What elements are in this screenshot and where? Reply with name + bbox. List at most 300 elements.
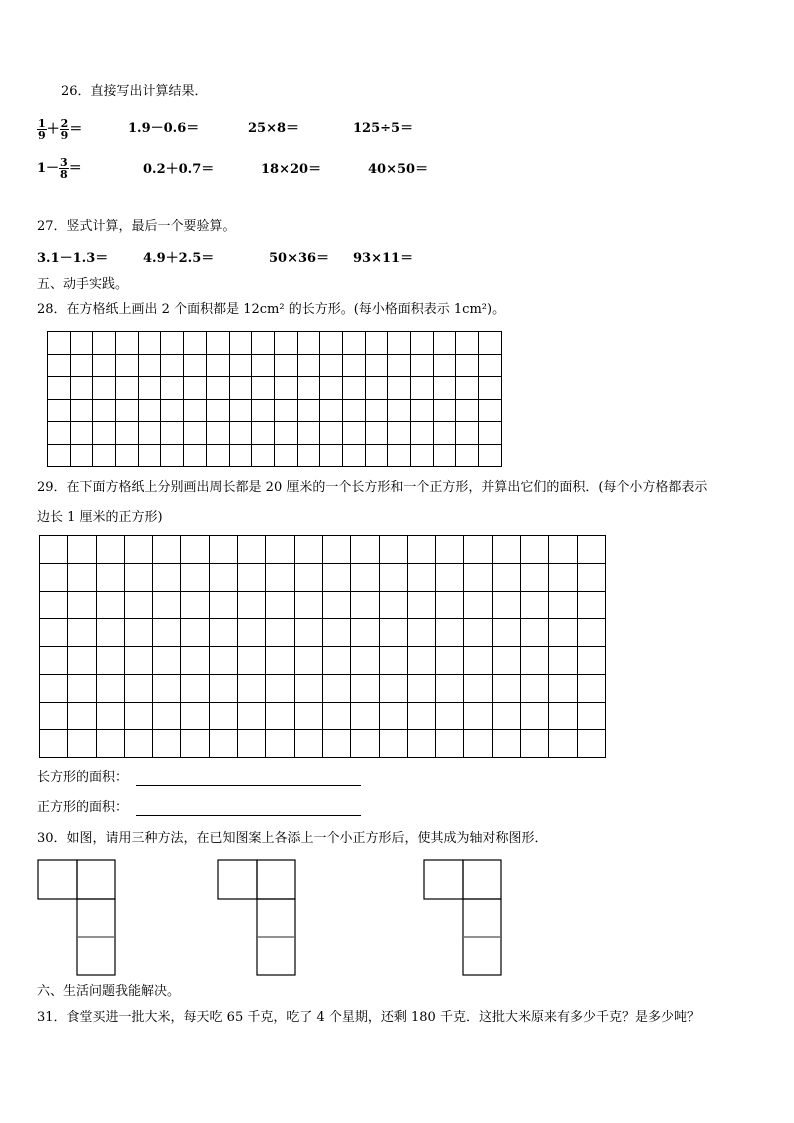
grid-cell[interactable] [153, 702, 181, 730]
grid-cell[interactable] [322, 591, 350, 619]
grid-cell[interactable] [93, 354, 116, 377]
grid-cell[interactable] [320, 332, 343, 355]
grid-cell[interactable] [206, 444, 229, 467]
grid-cell[interactable] [407, 619, 435, 647]
grid-cell[interactable] [209, 674, 237, 702]
grid-cell[interactable] [294, 591, 322, 619]
grid-cell[interactable] [124, 591, 152, 619]
grid-cell[interactable] [379, 536, 407, 564]
grid-cell[interactable] [351, 619, 379, 647]
grid-cell[interactable] [365, 399, 388, 422]
grid-cell[interactable] [206, 422, 229, 445]
square-area-answer-line[interactable] [136, 815, 361, 816]
grid-cell[interactable] [153, 591, 181, 619]
grid-cell[interactable] [70, 422, 93, 445]
grid-cell[interactable] [342, 377, 365, 400]
grid-cell[interactable] [274, 354, 297, 377]
grid-cell[interactable] [138, 444, 161, 467]
fraction [60, 118, 70, 141]
grid-cell[interactable] [342, 399, 365, 422]
grid-cell[interactable] [456, 399, 479, 422]
grid-cell[interactable] [238, 647, 266, 675]
grid-cell[interactable] [161, 332, 184, 355]
grid-cell[interactable] [124, 536, 152, 564]
grid-cell[interactable] [464, 674, 492, 702]
grid-cell[interactable] [48, 422, 71, 445]
grid-cell[interactable] [40, 591, 68, 619]
grid-cell[interactable] [521, 591, 549, 619]
grid-cell[interactable] [161, 422, 184, 445]
grid-cell[interactable] [116, 444, 139, 467]
grid-cell[interactable] [342, 354, 365, 377]
grid-cell[interactable] [322, 647, 350, 675]
grid-cell[interactable] [184, 377, 207, 400]
grid-cell[interactable] [407, 702, 435, 730]
grid-cell[interactable] [116, 399, 139, 422]
calc-item: 0.2＋0.7＝ [143, 162, 215, 177]
grid-cell[interactable] [266, 563, 294, 591]
grid-paper-q28[interactable] [47, 331, 502, 467]
grid-cell[interactable] [342, 332, 365, 355]
grid-cell[interactable] [68, 619, 96, 647]
grid-cell[interactable] [68, 647, 96, 675]
grid-cell[interactable] [238, 702, 266, 730]
grid-cell[interactable] [322, 563, 350, 591]
grid-cell[interactable] [294, 647, 322, 675]
grid-cell[interactable] [407, 536, 435, 564]
grid-cell[interactable] [209, 730, 237, 758]
grid-cell[interactable] [70, 332, 93, 355]
grid-cell[interactable] [96, 591, 124, 619]
grid-cell[interactable] [116, 377, 139, 400]
grid-cell[interactable] [252, 399, 275, 422]
grid-cell[interactable] [388, 332, 411, 355]
grid-cell[interactable] [320, 422, 343, 445]
grid-cell[interactable] [521, 730, 549, 758]
calc-item: 18×20＝ [261, 162, 322, 177]
grid-cell[interactable] [40, 647, 68, 675]
grid-cell[interactable] [379, 674, 407, 702]
grid-cell[interactable] [209, 536, 237, 564]
grid-cell[interactable] [479, 444, 502, 467]
grid-cell[interactable] [181, 563, 209, 591]
numerator: 1 [38, 117, 46, 130]
figure-pattern-2[interactable] [217, 859, 297, 977]
grid-cell[interactable] [492, 591, 520, 619]
grid-cell[interactable] [365, 377, 388, 400]
grid-cell[interactable] [181, 619, 209, 647]
grid-cell[interactable] [266, 591, 294, 619]
grid-cell[interactable] [379, 702, 407, 730]
grid-cell[interactable] [464, 536, 492, 564]
grid-cell[interactable] [266, 730, 294, 758]
grid-cell[interactable] [40, 536, 68, 564]
grid-cell[interactable] [388, 422, 411, 445]
grid-cell[interactable] [70, 399, 93, 422]
grid-cell[interactable] [379, 563, 407, 591]
grid-cell[interactable] [153, 730, 181, 758]
grid-cell[interactable] [274, 399, 297, 422]
grid-cell[interactable] [153, 647, 181, 675]
calc-item: 40×50＝ [368, 162, 429, 177]
grid-cell[interactable] [48, 444, 71, 467]
grid-cell[interactable] [266, 702, 294, 730]
grid-cell[interactable] [161, 354, 184, 377]
grid-cell[interactable] [161, 399, 184, 422]
grid-cell[interactable] [294, 702, 322, 730]
grid-cell[interactable] [342, 422, 365, 445]
grid-cell[interactable] [433, 399, 456, 422]
grid-cell[interactable] [153, 619, 181, 647]
grid-cell[interactable] [322, 619, 350, 647]
grid-cell[interactable] [479, 377, 502, 400]
grid-cell[interactable] [206, 399, 229, 422]
grid-cell[interactable] [48, 332, 71, 355]
grid-cell[interactable] [464, 563, 492, 591]
grid-cell[interactable] [96, 563, 124, 591]
grid-cell[interactable] [577, 591, 605, 619]
grid-cell[interactable] [351, 702, 379, 730]
grid-cell[interactable] [411, 377, 434, 400]
grid-cell[interactable] [181, 730, 209, 758]
grid-cell[interactable] [68, 702, 96, 730]
grid-cell[interactable] [320, 399, 343, 422]
grid-cell[interactable] [124, 619, 152, 647]
grid-cell[interactable] [322, 674, 350, 702]
grid-cell[interactable] [521, 702, 549, 730]
grid-cell[interactable] [492, 702, 520, 730]
grid-cell[interactable] [40, 619, 68, 647]
grid-cell[interactable] [388, 399, 411, 422]
grid-cell[interactable] [436, 647, 464, 675]
grid-cell[interactable] [184, 354, 207, 377]
grid-cell[interactable] [153, 674, 181, 702]
grid-cell[interactable] [433, 444, 456, 467]
grid-cell[interactable] [294, 536, 322, 564]
grid-cell[interactable] [209, 619, 237, 647]
grid-cell[interactable] [411, 444, 434, 467]
grid-cell[interactable] [320, 354, 343, 377]
grid-cell[interactable] [294, 563, 322, 591]
grid-cell[interactable] [456, 377, 479, 400]
grid-cell[interactable] [407, 674, 435, 702]
grid-cell[interactable] [456, 354, 479, 377]
grid-cell[interactable] [274, 377, 297, 400]
denominator: 9 [38, 129, 46, 142]
grid-cell[interactable] [577, 619, 605, 647]
grid-cell[interactable] [297, 422, 320, 445]
grid-cell[interactable] [492, 730, 520, 758]
grid-cell[interactable] [464, 647, 492, 675]
grid-cell[interactable] [161, 377, 184, 400]
grid-cell[interactable] [229, 354, 252, 377]
grid-cell[interactable] [96, 674, 124, 702]
grid-cell[interactable] [322, 536, 350, 564]
grid-cell[interactable] [266, 536, 294, 564]
grid-cell[interactable] [411, 332, 434, 355]
grid-cell[interactable] [464, 730, 492, 758]
grid-cell[interactable] [181, 536, 209, 564]
grid-cell[interactable] [407, 591, 435, 619]
grid-cell[interactable] [436, 702, 464, 730]
grid-cell[interactable] [388, 444, 411, 467]
grid-cell[interactable] [138, 399, 161, 422]
grid-cell[interactable] [274, 422, 297, 445]
grid-cell[interactable] [184, 399, 207, 422]
grid-cell[interactable] [433, 422, 456, 445]
grid-cell[interactable] [379, 730, 407, 758]
grid-cell[interactable] [209, 647, 237, 675]
grid-cell[interactable] [209, 563, 237, 591]
grid-cell[interactable] [464, 619, 492, 647]
grid-cell[interactable] [266, 619, 294, 647]
grid-cell[interactable] [238, 730, 266, 758]
grid-cell[interactable] [521, 619, 549, 647]
grid-cell[interactable] [479, 399, 502, 422]
grid-cell[interactable] [464, 702, 492, 730]
grid-cell[interactable] [549, 674, 577, 702]
grid-cell[interactable] [379, 619, 407, 647]
grid-cell[interactable] [351, 647, 379, 675]
grid-cell[interactable] [116, 332, 139, 355]
grid-cell[interactable] [68, 563, 96, 591]
grid-cell[interactable] [351, 674, 379, 702]
grid-cell[interactable] [229, 377, 252, 400]
grid-cell[interactable] [492, 619, 520, 647]
grid-cell[interactable] [68, 730, 96, 758]
grid-cell[interactable] [266, 674, 294, 702]
grid-cell[interactable] [48, 399, 71, 422]
grid-cell[interactable] [124, 647, 152, 675]
grid-cell[interactable] [577, 702, 605, 730]
figure-pattern-1[interactable] [37, 859, 117, 977]
grid-cell[interactable] [342, 444, 365, 467]
grid-cell[interactable] [124, 674, 152, 702]
grid-cell[interactable] [577, 563, 605, 591]
grid-cell[interactable] [96, 619, 124, 647]
grid-cell[interactable] [322, 702, 350, 730]
grid-cell[interactable] [124, 702, 152, 730]
grid-cell[interactable] [40, 702, 68, 730]
grid-cell[interactable] [549, 647, 577, 675]
grid-cell[interactable] [297, 399, 320, 422]
grid-cell[interactable] [407, 730, 435, 758]
grid-cell[interactable] [68, 591, 96, 619]
grid-cell[interactable] [206, 354, 229, 377]
grid-cell[interactable] [70, 377, 93, 400]
grid-cell[interactable] [549, 702, 577, 730]
grid-cell[interactable] [297, 444, 320, 467]
grid-cell[interactable] [229, 332, 252, 355]
grid-cell[interactable] [181, 674, 209, 702]
grid-cell[interactable] [252, 444, 275, 467]
grid-cell[interactable] [40, 674, 68, 702]
equals-sign: ＝ [68, 161, 82, 176]
grid-cell[interactable] [322, 730, 350, 758]
grid-cell[interactable] [549, 619, 577, 647]
grid-cell[interactable] [297, 377, 320, 400]
grid-cell[interactable] [492, 536, 520, 564]
grid-cell[interactable] [238, 591, 266, 619]
grid-cell[interactable] [456, 332, 479, 355]
grid-cell[interactable] [365, 422, 388, 445]
grid-cell[interactable] [577, 536, 605, 564]
grid-cell[interactable] [138, 377, 161, 400]
grid-cell[interactable] [124, 563, 152, 591]
grid-cell[interactable] [93, 444, 116, 467]
grid-cell[interactable] [70, 354, 93, 377]
grid-cell[interactable] [549, 591, 577, 619]
grid-cell[interactable] [388, 354, 411, 377]
grid-cell[interactable] [479, 354, 502, 377]
grid-cell[interactable] [238, 674, 266, 702]
grid-cell[interactable] [365, 332, 388, 355]
grid-cell[interactable] [181, 591, 209, 619]
grid-cell[interactable] [549, 536, 577, 564]
grid-cell[interactable] [252, 332, 275, 355]
grid-cell[interactable] [206, 377, 229, 400]
grid-cell[interactable] [492, 563, 520, 591]
grid-cell[interactable] [252, 354, 275, 377]
grid-cell[interactable] [266, 647, 294, 675]
grid-cell[interactable] [252, 422, 275, 445]
grid-cell[interactable] [492, 647, 520, 675]
grid-cell[interactable] [206, 332, 229, 355]
grid-cell[interactable] [93, 332, 116, 355]
section-heading: 六、生活问题我能解决。 [37, 984, 181, 999]
grid-cell[interactable] [365, 354, 388, 377]
grid-cell[interactable] [436, 619, 464, 647]
grid-cell[interactable] [96, 647, 124, 675]
grid-cell[interactable] [48, 377, 71, 400]
grid-cell[interactable] [229, 399, 252, 422]
grid-cell[interactable] [436, 730, 464, 758]
grid-cell[interactable] [93, 399, 116, 422]
grid-cell[interactable] [274, 444, 297, 467]
grid-cell[interactable] [365, 444, 388, 467]
grid-cell[interactable] [209, 591, 237, 619]
grid-cell[interactable] [577, 647, 605, 675]
grid-cell[interactable] [153, 536, 181, 564]
grid-cell[interactable] [181, 647, 209, 675]
grid-cell[interactable] [209, 702, 237, 730]
figure-pattern-3[interactable] [423, 859, 503, 977]
grid-cell[interactable] [116, 422, 139, 445]
grid-cell[interactable] [68, 536, 96, 564]
grid-cell[interactable] [433, 332, 456, 355]
grid-cell[interactable] [436, 536, 464, 564]
grid-cell[interactable] [138, 422, 161, 445]
grid-cell[interactable] [577, 730, 605, 758]
grid-cell[interactable] [436, 563, 464, 591]
grid-cell[interactable] [351, 730, 379, 758]
grid-cell[interactable] [70, 444, 93, 467]
grid-cell[interactable] [294, 619, 322, 647]
grid-cell[interactable] [436, 674, 464, 702]
grid-cell[interactable] [153, 563, 181, 591]
grid-cell[interactable] [96, 536, 124, 564]
grid-cell[interactable] [411, 354, 434, 377]
grid-cell[interactable] [436, 591, 464, 619]
grid-cell[interactable] [68, 674, 96, 702]
grid-cell[interactable] [407, 563, 435, 591]
grid-cell[interactable] [521, 674, 549, 702]
grid-cell[interactable] [138, 332, 161, 355]
grid-cell[interactable] [238, 619, 266, 647]
grid-cell[interactable] [93, 422, 116, 445]
grid-cell[interactable] [411, 399, 434, 422]
grid-cell[interactable] [124, 730, 152, 758]
grid-cell[interactable] [40, 730, 68, 758]
grid-paper-q29[interactable] [39, 535, 606, 758]
grid-row [48, 444, 502, 467]
grid-cell[interactable] [388, 377, 411, 400]
grid-cell[interactable] [184, 422, 207, 445]
grid-cell[interactable] [407, 647, 435, 675]
grid-cell[interactable] [379, 591, 407, 619]
grid-cell[interactable] [456, 422, 479, 445]
grid-cell[interactable] [96, 730, 124, 758]
grid-cell[interactable] [433, 377, 456, 400]
grid-cell[interactable] [379, 647, 407, 675]
grid-cell[interactable] [184, 444, 207, 467]
grid-cell[interactable] [40, 563, 68, 591]
grid-cell[interactable] [138, 354, 161, 377]
grid-cell[interactable] [411, 422, 434, 445]
grid-cell[interactable] [297, 332, 320, 355]
grid-cell[interactable] [479, 332, 502, 355]
grid-cell[interactable] [229, 444, 252, 467]
figure-square [463, 937, 501, 975]
grid-cell[interactable] [238, 563, 266, 591]
grid-cell[interactable] [351, 536, 379, 564]
grid-cell[interactable] [294, 730, 322, 758]
grid-cell[interactable] [320, 377, 343, 400]
grid-cell[interactable] [297, 354, 320, 377]
grid-cell[interactable] [433, 354, 456, 377]
grid-cell[interactable] [521, 647, 549, 675]
grid-cell[interactable] [549, 730, 577, 758]
grid-cell[interactable] [521, 536, 549, 564]
grid-cell[interactable] [184, 332, 207, 355]
grid-cell[interactable] [294, 674, 322, 702]
grid-cell[interactable] [161, 444, 184, 467]
grid-cell[interactable] [320, 444, 343, 467]
grid-cell[interactable] [351, 591, 379, 619]
grid-cell[interactable] [521, 563, 549, 591]
grid-cell[interactable] [238, 536, 266, 564]
grid-cell[interactable] [181, 702, 209, 730]
grid-cell[interactable] [492, 674, 520, 702]
q29-title-line1: 29．在下面方格纸上分别画出周长都是 20 厘米的一个长方形和一个正方形，并算出它们的面积．(每个小方格都表示 [37, 480, 708, 495]
grid-cell[interactable] [116, 354, 139, 377]
grid-cell[interactable] [479, 422, 502, 445]
grid-cell[interactable] [229, 422, 252, 445]
grid-cell[interactable] [48, 354, 71, 377]
grid-cell[interactable] [549, 563, 577, 591]
grid-cell[interactable] [351, 563, 379, 591]
grid-cell[interactable] [577, 674, 605, 702]
grid-cell[interactable] [252, 377, 275, 400]
grid-cell[interactable] [93, 377, 116, 400]
grid-cell[interactable] [464, 591, 492, 619]
grid-cell[interactable] [96, 702, 124, 730]
figure-square [77, 860, 115, 899]
rect-area-answer-line[interactable] [136, 785, 361, 786]
grid-cell[interactable] [274, 332, 297, 355]
grid-row [40, 674, 606, 702]
grid-cell[interactable] [456, 444, 479, 467]
